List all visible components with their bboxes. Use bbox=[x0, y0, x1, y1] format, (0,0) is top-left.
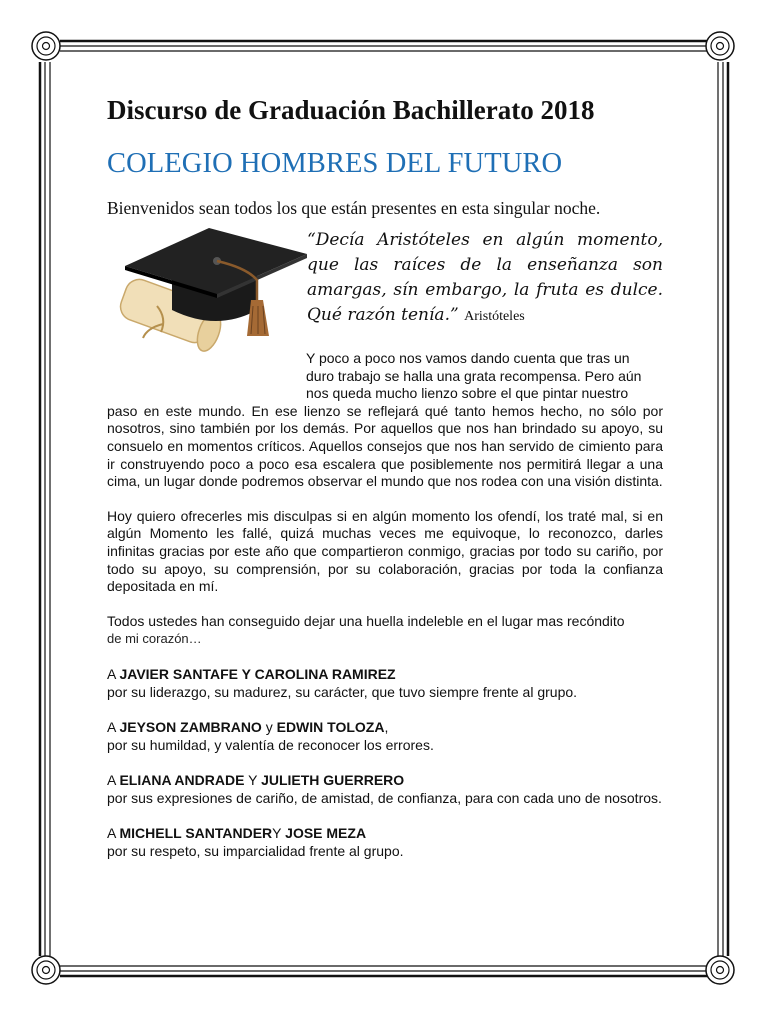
document-body bbox=[107, 92, 663, 861]
thanks-name-1: JEYSON ZAMBRANO bbox=[119, 719, 262, 736]
thanks-text: por su respeto, su imparcialidad frente al grupo. bbox=[107, 843, 404, 860]
thanks-text: por su liderazgo, su madurez, su carácter, que tuvo siempre frente al grupo. bbox=[107, 683, 578, 700]
thanks-prefix: A bbox=[107, 665, 120, 682]
legacy-line-1: Todos ustedes han conseguido dejar una huella indeleble en el lugar mas recóndito bbox=[107, 612, 625, 629]
thanks-name-2: JULIETH GUERRERO bbox=[261, 772, 405, 789]
apology-paragraph: Hoy quiero ofrecerles mis disculpas si en algún momento los ofendí, los traté mal, si en algún Momento les fallé, quizá muchas veces me equivoque, lo reconozco, darles infinitas gracias por este año que compartieron conmigo, gracias por todo su cariño, por todo su apoyo, su comprensión, por su colaboración, gracias por toda la confianza depositada en mí. bbox=[107, 507, 663, 595]
thanks-prefix: A bbox=[107, 772, 120, 789]
legacy-paragraph bbox=[107, 613, 663, 648]
thanks-joiner: y bbox=[261, 719, 277, 736]
quote-author: Aristóteles bbox=[464, 309, 525, 324]
thanks-text: por sus expresiones de cariño, de amistad, de confianza, para con cada uno de nosotros. bbox=[107, 789, 662, 806]
quote-text: “Decía Aristóteles en algún momento, que las raíces de la enseñanza son amargas, sín embargo, la fruta es dulce. Qué razón tenía.” bbox=[307, 230, 663, 325]
document-title: Discurso de Graduación Bachillerato 2018 bbox=[107, 95, 595, 125]
thanks-item bbox=[107, 666, 663, 701]
intro-rest: paso en este mundo. En ese lienzo se reflejará qué tanto hemos hecho, no sólo por nosotros, sino también por los demás. Por aquellos que nos han brindado su apoyo, su consuelo en momentos críticos. Aquellos consejos que nos han servido de cimiento para ir construyendo poco a poco esa escalera que posiblemente nos permitirá llegar a una cima, un lugar donde podremos observar el mundo que nos rodea con una visión distinta. bbox=[107, 402, 663, 490]
thanks-end: , bbox=[384, 719, 389, 736]
welcome-line: Bienvenidos sean todos los que están presentes en esta singular noche. bbox=[107, 198, 601, 218]
aristotle-quote bbox=[307, 228, 663, 329]
thanks-joiner: Y bbox=[272, 825, 286, 842]
thanks-name-2: JOSE MEZA bbox=[285, 825, 367, 842]
school-name: COLEGIO HOMBRES DEL FUTURO bbox=[107, 148, 563, 179]
thanks-prefix: A bbox=[107, 825, 120, 842]
legacy-line-2: de mi corazón… bbox=[107, 631, 202, 647]
thanks-text: por su humildad, y valentía de reconocer los errores. bbox=[107, 736, 434, 753]
thanks-prefix: A bbox=[107, 719, 120, 736]
thanks-name-2: EDWIN TOLOZA bbox=[276, 719, 385, 736]
thanks-item bbox=[107, 772, 663, 807]
thanks-item bbox=[107, 825, 663, 860]
thanks-names: JAVIER SANTAFE Y CAROLINA RAMIREZ bbox=[119, 665, 396, 682]
thanks-item bbox=[107, 719, 663, 754]
intro-paragraph bbox=[107, 350, 663, 491]
thanks-name-1: ELIANA ANDRADE bbox=[119, 772, 245, 789]
thanks-name-1: MICHELL SANTANDER bbox=[119, 825, 273, 842]
intro-line-1: Y poco a poco nos vamos dando cuenta que tras un bbox=[306, 350, 630, 366]
thanks-joiner: Y bbox=[244, 772, 262, 789]
intro-line-2: duro trabajo se halla una grata recompensa. Pero aún bbox=[306, 367, 642, 384]
quote-section bbox=[107, 228, 663, 350]
intro-line-3: nos queda mucho lienzo sobre el que pintar nuestro bbox=[306, 385, 629, 402]
